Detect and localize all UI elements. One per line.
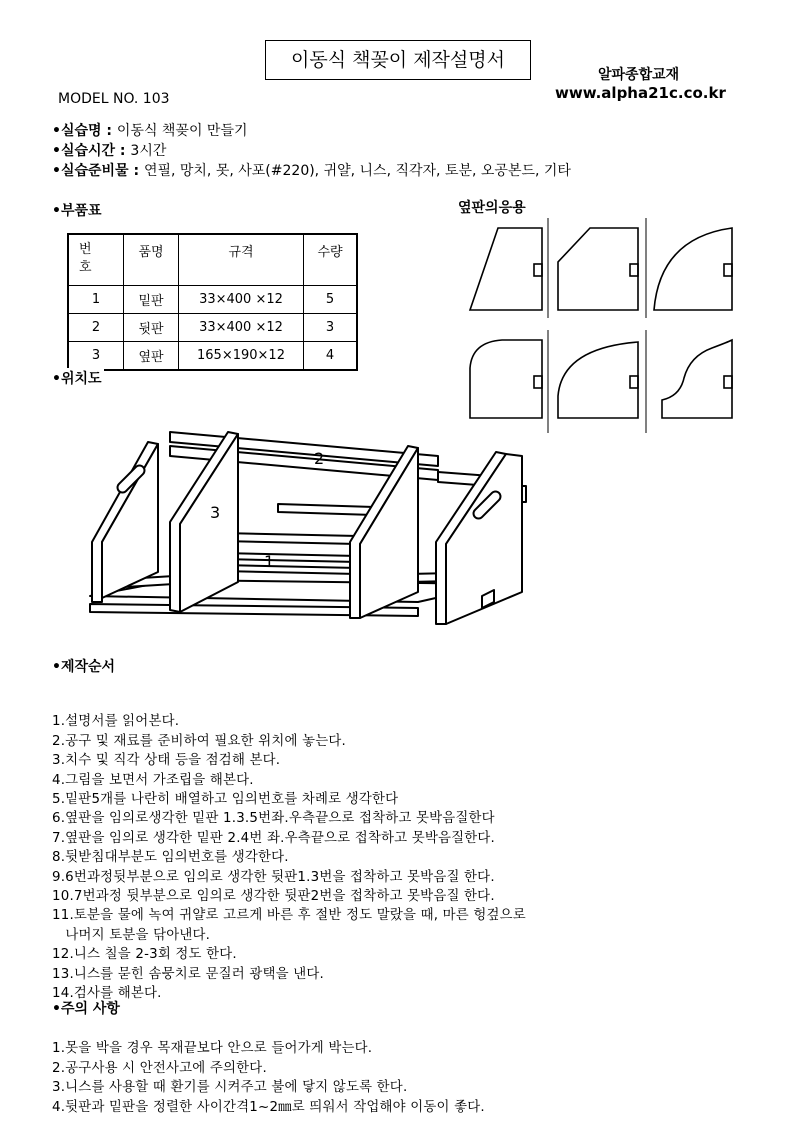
cell-qty: 3 [304, 314, 358, 342]
side-panel-trapezoid [470, 228, 542, 310]
col-spec-header: 규격 [179, 234, 304, 286]
col-no-header: 번 호 [68, 234, 124, 286]
cell-name: 뒷판 [124, 314, 179, 342]
cell-spec: 33×400 ×12 [179, 286, 304, 314]
practice-time-line: •실습시간 : 3시간 [52, 143, 167, 159]
cell-spec: 165×190×12 [179, 342, 304, 371]
parts-heading: •부품표 [52, 203, 102, 219]
side-panel-variations-diagram [462, 218, 747, 436]
cell-name: 밑판 [124, 286, 179, 314]
list-item: 10.7번과정 뒷부분으로 임의로 생각한 뒷판2번을 접착하고 못박음질 한다. [52, 889, 495, 905]
cautions-heading: •주의 사항 [52, 1001, 120, 1017]
list-item: 14.검사를 해본다. [52, 986, 162, 1002]
label-bottom-board: 1 [264, 552, 275, 571]
table-row [68, 286, 357, 314]
list-item: 8.뒷받침대부분도 임의번호를 생각한다. [52, 850, 289, 866]
practice-name-label: •실습명 [52, 123, 102, 139]
practice-name-line: •실습명 : 이동식 책꽂이 만들기 [52, 123, 248, 139]
bookshelf-assembly-diagram [78, 412, 538, 628]
list-item: 9.6번과정뒷부분으로 임의로 생각한 뒷판1.3번을 접착하고 못박음질 한다. [52, 869, 495, 885]
list-item: 5.밑판5개를 나란히 배열하고 임의번호를 차례로 생각한다 [52, 792, 399, 808]
brand-name: 알파종합교재 [598, 67, 680, 83]
materials-value: 연필, 망치, 못, 사포(#220), 귀얄, 니스, 직각자, 토분, 오공본드, 기타 [143, 163, 571, 179]
table-row [68, 314, 357, 342]
cell-qty: 4 [304, 342, 358, 371]
materials-line: •실습준비물 : 연필, 망치, 못, 사포(#220), 귀얄, 니스, 직각자, 토분, 오공본드, 기타 [52, 163, 571, 179]
location-heading: •위치도 [52, 368, 104, 388]
practice-name-value: 이동식 책꽂이 만들기 [116, 123, 248, 139]
cell-no: 2 [68, 314, 124, 342]
list-item: 4.뒷판과 밑판을 정렬한 사이간격1~2㎜로 띄워서 작업해야 이동이 좋다. [52, 1099, 485, 1115]
side-panel-quarter-round [654, 228, 732, 310]
practice-time-value: 3시간 [130, 143, 167, 159]
list-item: 4.그림을 보면서 가조립을 해본다. [52, 772, 254, 788]
model-number: MODEL NO. 103 [58, 91, 170, 107]
cell-spec: 33×400 ×12 [179, 314, 304, 342]
cautions-list [52, 1020, 485, 1136]
practice-time-label: •실습시간 [52, 143, 116, 159]
procedure-list [52, 693, 526, 1023]
table-header-row [68, 234, 357, 286]
list-item: 11.토분을 물에 녹여 귀얄로 고르게 바른 후 절반 정도 말랐을 때, 마른 헝겊으로 나머지 토분을 닦아낸다. [52, 908, 526, 943]
side-panel-arched [558, 342, 638, 418]
procedure-heading: •제작순서 [52, 659, 116, 675]
col-name-header: 품명 [124, 234, 179, 286]
cell-no: 3 [68, 342, 124, 371]
parts-table [67, 233, 358, 371]
document-title: 이동식 책꽂이 제작설명서 [265, 40, 531, 80]
list-item: 13.니스를 묻힌 솜뭉치로 문질러 광택을 낸다. [52, 966, 324, 982]
label-back-board: 2 [314, 449, 325, 468]
list-item: 2.공구 및 재료를 준비하여 필요한 위치에 놓는다. [52, 733, 346, 749]
materials-label: •실습준비물 [52, 163, 129, 179]
cell-no: 1 [68, 286, 124, 314]
side-panel-heading: 옆판의응용 [458, 200, 526, 216]
side-panel-rounded-corner [470, 340, 542, 418]
label-side-panel: 3 [210, 503, 221, 522]
list-item: 3.치수 및 직각 상태 등을 점검해 본다. [52, 753, 281, 769]
list-item: 1.설명서를 읽어본다. [52, 714, 180, 730]
website-url: www.alpha21c.co.kr [555, 84, 726, 102]
cell-qty: 5 [304, 286, 358, 314]
list-item: 1.못을 박을 경우 목재끝보다 안으로 들어가게 박는다. [52, 1041, 373, 1057]
side-panel-chamfered [558, 228, 638, 310]
cell-name: 옆판 [124, 342, 179, 371]
list-item: 7.옆판을 임의로 생각한 밑판 2.4번 좌.우측끝으로 접착하고 못박음질한다. [52, 830, 495, 846]
side-panel-wave [662, 340, 732, 418]
list-item: 12.니스 칠을 2-3회 정도 한다. [52, 947, 237, 963]
table-row [68, 342, 357, 371]
list-item: 2.공구사용 시 안전사고에 주의한다. [52, 1060, 267, 1076]
list-item: 6.옆판을 임의로생각한 밑판 1.3.5번좌.우측끝으로 접착하고 못박음질한다 [52, 811, 495, 827]
list-item: 3.니스를 사용할 때 환기를 시켜주고 불에 닿지 않도록 한다. [52, 1080, 408, 1096]
col-qty-header: 수량 [304, 234, 358, 286]
